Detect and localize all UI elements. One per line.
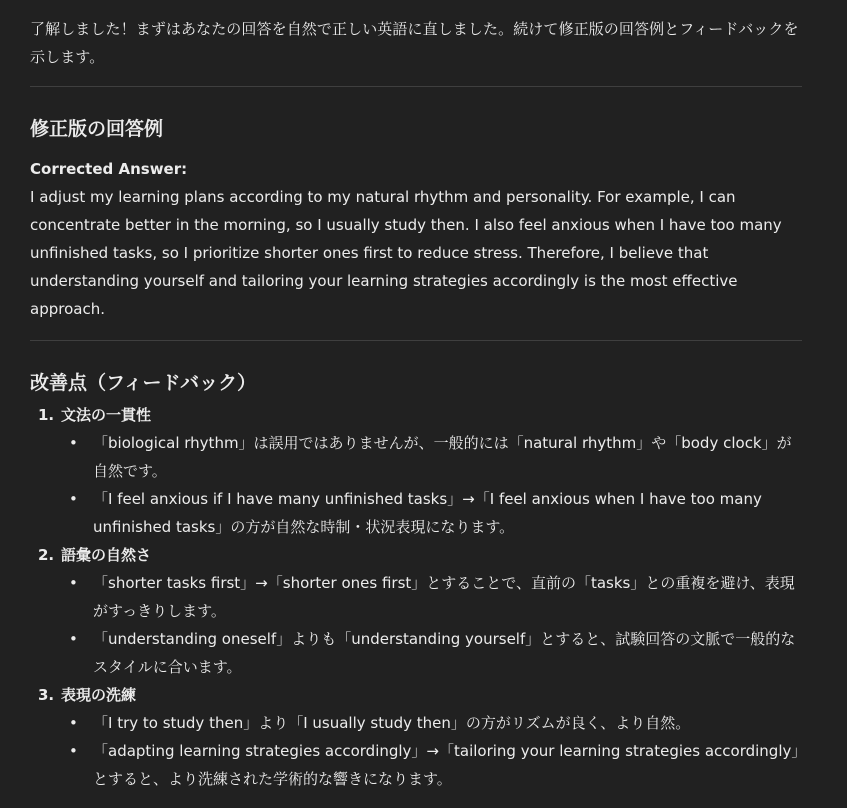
- feedback-point: [61, 569, 802, 625]
- feedback-item: [30, 401, 802, 541]
- feedback-point: [61, 625, 802, 681]
- corrected-answer-text: I adjust my learning plans according to my natural rhythm and personality. For example, I can concentrate better in the morning, so I usually study then. I also feel anxious when I have too many unfinished tasks, so I prioritize shorter ones first to reduce stress. Therefore, I believe that understanding yourself and tailoring your learning strategies accordingly is the most effective approach.: [30, 188, 782, 318]
- feedback-item-title: 文法の一貫性: [61, 406, 152, 424]
- feedback-point: [61, 429, 802, 485]
- intro-text: 了解しました！まずはあなたの回答を自然で正しい英語に直しました。続けて修正版の回答例とフィードバックを示します。: [30, 20, 799, 66]
- corrected-answer-label: Corrected Answer:: [30, 160, 188, 178]
- feedback-points: [61, 569, 802, 681]
- bullet-icon: •: [69, 714, 78, 732]
- feedback-item: [30, 541, 802, 681]
- bullet-icon: •: [69, 742, 78, 760]
- feedback-point-text: 「shorter tasks first」→「shorter ones first」とすることで、直前の「tasks」との重複を避け、表現がすっきりします。: [93, 574, 795, 620]
- chat-message: [30, 15, 802, 793]
- bullet-icon: •: [69, 434, 78, 452]
- feedback-point-text: 「I try to study then」より「I usually study then」の方がリズムが良く、より自然。: [93, 714, 691, 732]
- bullet-icon: •: [69, 490, 78, 508]
- bullet-icon: •: [69, 630, 78, 648]
- feedback-item-number: 1.: [38, 406, 55, 424]
- feedback-points: [61, 429, 802, 541]
- feedback-point-text: 「biological rhythm」は誤用ではありませんが、一般的には「natural rhythm」や「body clock」が自然です。: [93, 434, 792, 480]
- feedback-point: [61, 737, 802, 793]
- feedback-points: [61, 709, 802, 793]
- feedback-list: [30, 401, 802, 793]
- bullet-icon: •: [69, 574, 78, 592]
- feedback-point-text: 「adapting learning strategies accordingly」→「tailoring your learning strategies accordingly」とすると、より洗練された学術的な響きになります。: [93, 742, 799, 788]
- feedback-point: [61, 485, 802, 541]
- feedback-item-title: 語彙の自然さ: [61, 546, 152, 564]
- divider: [30, 86, 802, 87]
- feedback-item-title: 表現の洗練: [61, 686, 137, 704]
- feedback-item-number: 3.: [38, 686, 55, 704]
- feedback-point-text: 「I feel anxious if I have many unfinished tasks」→「I feel anxious when I have too many unfinished tasks」の方が自然な時制・状況表現になります。: [93, 490, 762, 536]
- feedback-item-number: 2.: [38, 546, 55, 564]
- feedback-point-text: 「understanding oneself」よりも「understanding yourself」とすると、試験回答の文脈で一般的なスタイルに合います。: [93, 630, 796, 676]
- section-title-corrected: 修正版の回答例: [30, 118, 164, 140]
- divider: [30, 340, 802, 341]
- feedback-item: [30, 681, 802, 793]
- feedback-point: [61, 709, 802, 737]
- section-title-feedback: 改善点（フィードバック）: [30, 372, 257, 394]
